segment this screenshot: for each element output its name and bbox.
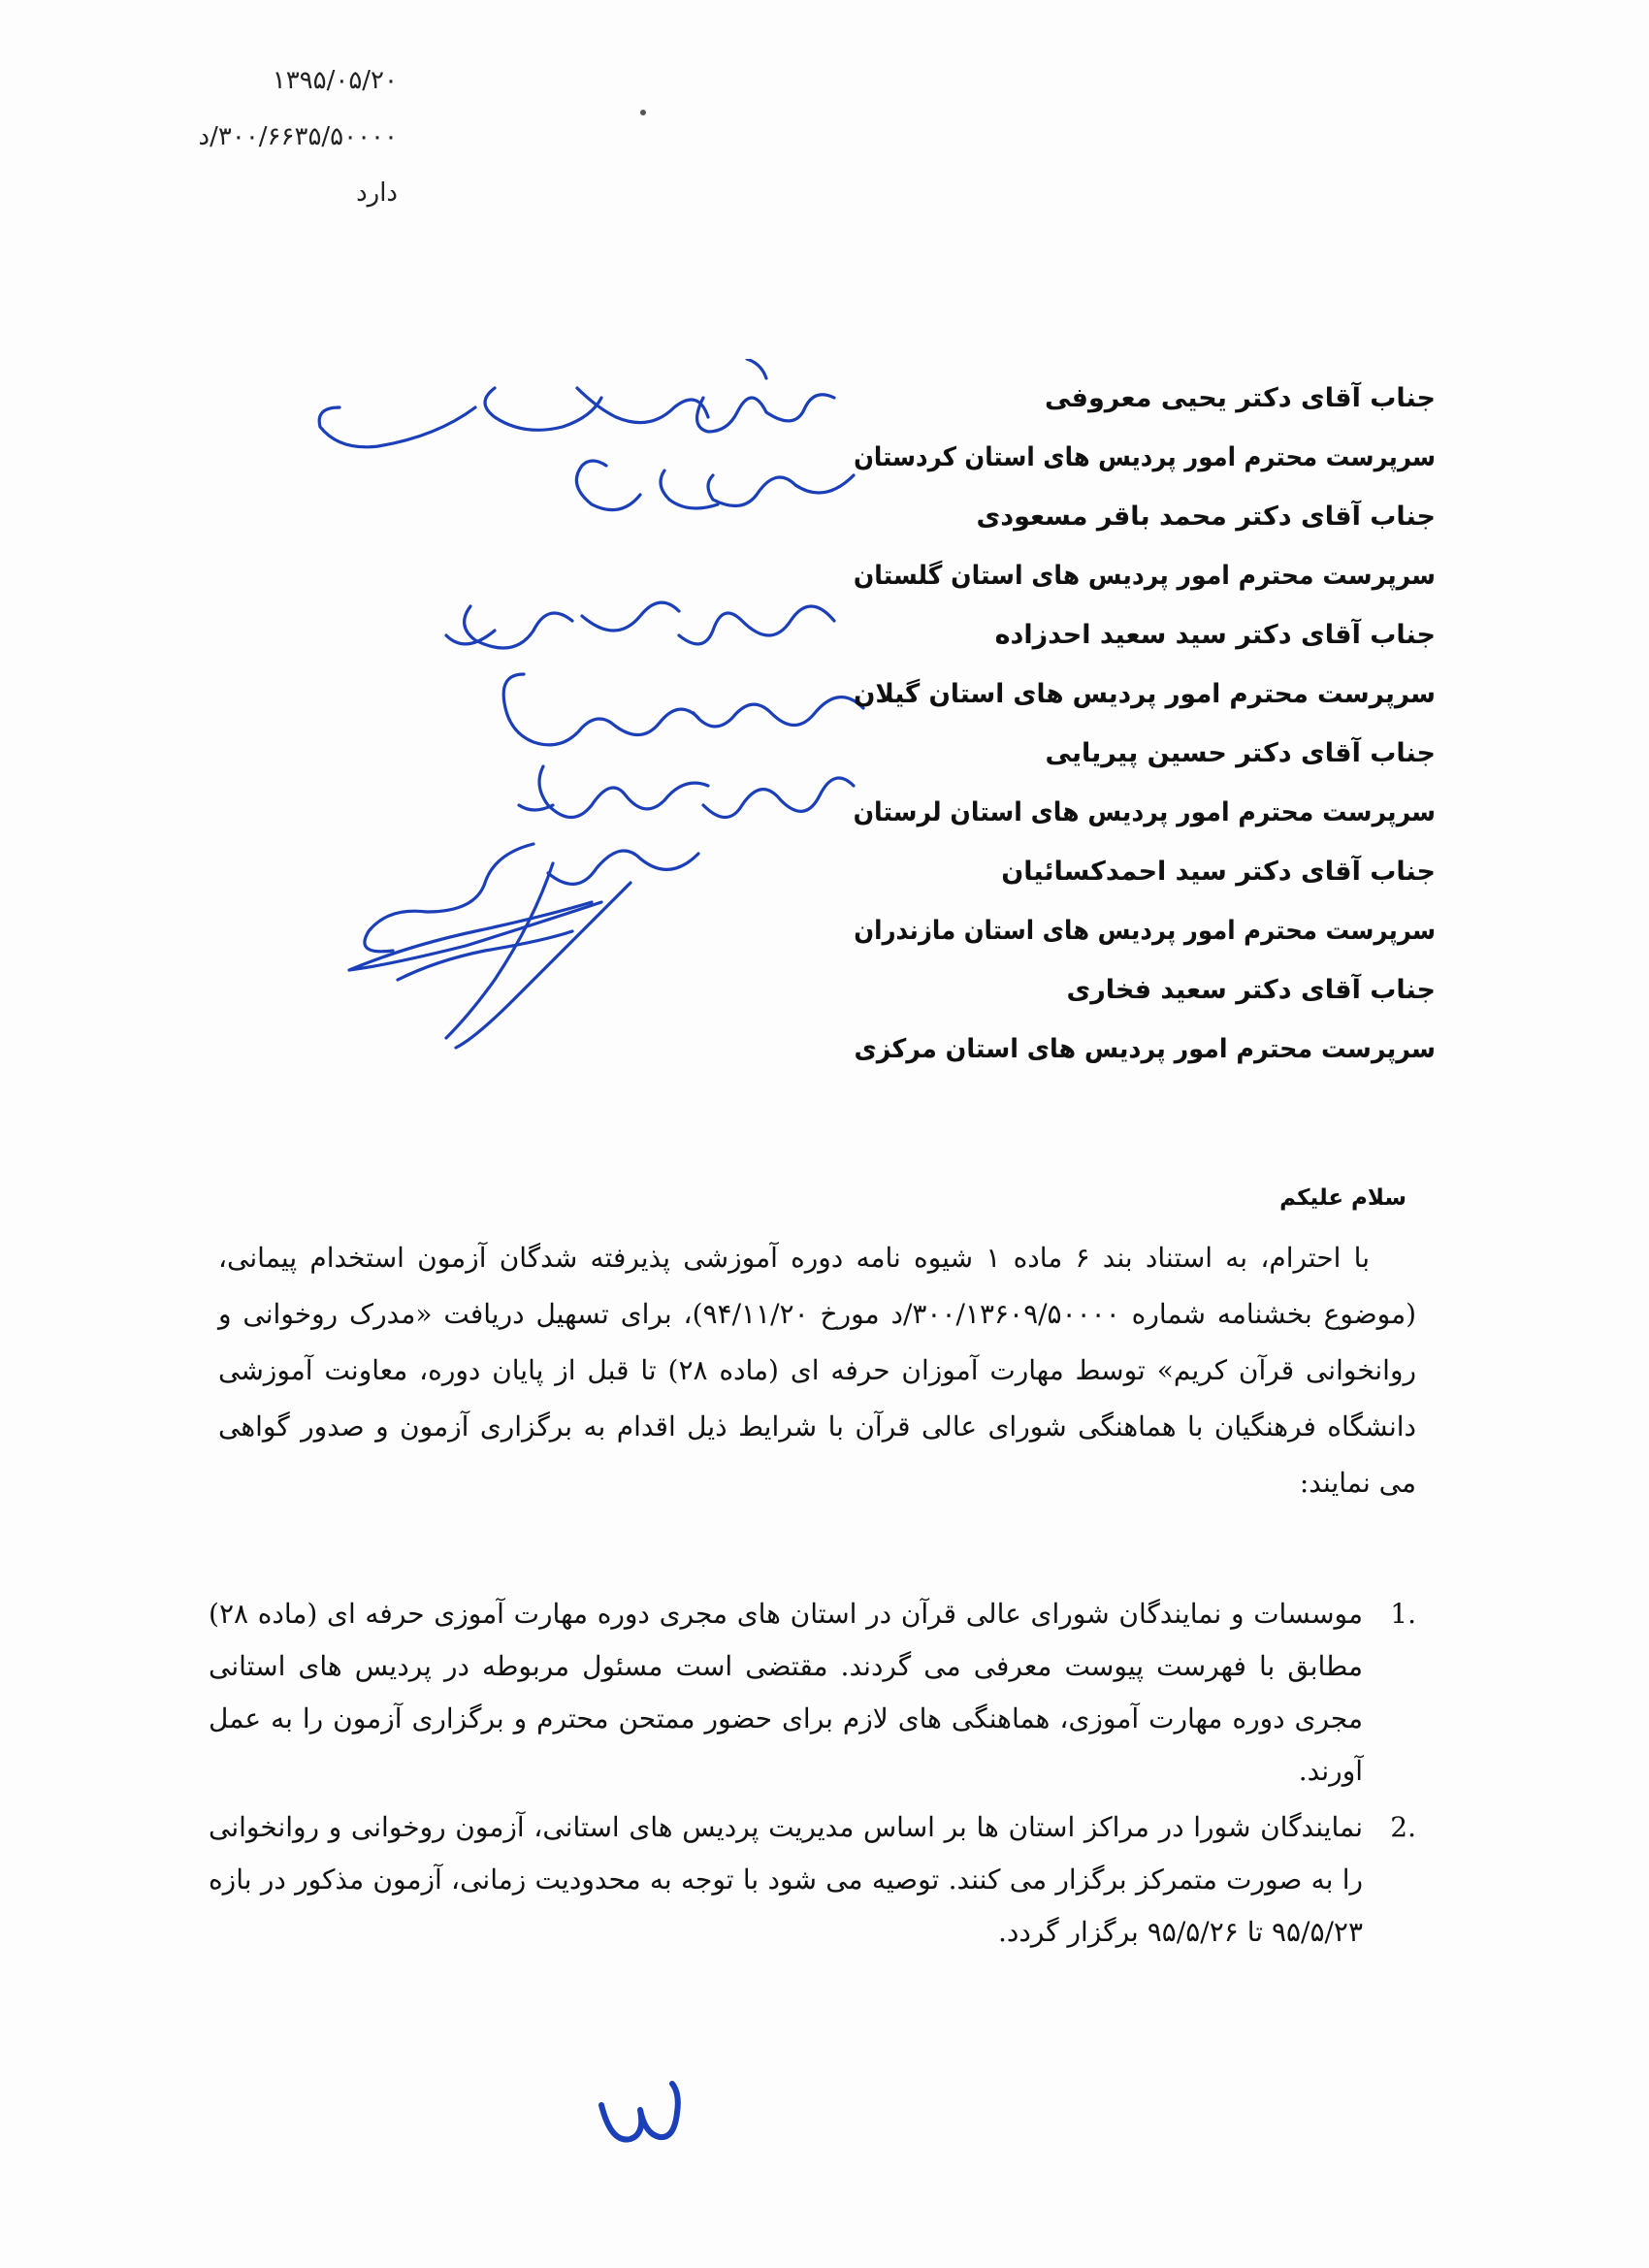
list-item <box>209 1801 1416 1959</box>
addressee-line: جناب آقای دکتر محمد باقر مسعودی <box>976 502 1436 532</box>
addressee-line: سرپرست محترم امور پردیس های استان گلستان <box>853 561 1436 591</box>
handwriting-scribble <box>310 359 892 1057</box>
scan-speck <box>640 110 646 115</box>
list-item <box>209 1588 1416 1798</box>
list-item-text: نمایندگان شورا در مراکز استان ها بر اساس مدیریت پردیس های استانی، آزمون روخوانی و روانخوانی را به صورت متمرکز برگزار می کنند. توصیه می شود با توجه به محدودیت زمانی، آزمون مذکور در بازه ۹۵/۵/۲۳ تا ۹۵/۵/۲۶ برگزار گردد. <box>209 1811 1363 1948</box>
list-item-text: موسسات و نمایندگان شورای عالی قرآن در استان های مجری دوره مهارت آموزی حرفه ای (ماده ۲۸) مطابق با فهرست پیوست معرفی می گردند. مقتضی است مسئول مربوطه در پردیس های استانی مجری دوره مهارت آموزی، هماهنگی های لازم برای حضور ممتحن محترم و برگزاری آزمون را به عمل آورند. <box>209 1598 1363 1787</box>
list-item-number: 2. <box>1390 1811 1416 1843</box>
addressee-list <box>854 369 1436 1079</box>
greeting: سلام علیکم <box>1279 1185 1406 1211</box>
body-paragraph: با احترام، به استناد بند ۶ ماده ۱ شیوه نامه دوره آموزشی پذیرفته شدگان آزمون استخدام پیمانی، (موضوع بخشنامه شماره ۳۰۰/۱۳۶۰۹/۵۰۰۰۰/د مورخ ۹۴/۱۱/۲۰)، برای تسهیل دریافت «مدرک روخوانی و روانخوانی قرآن کریم» توسط مهارت آموزان حرفه ای (ماده ۲۸) تا قبل از پایان دوره، معاونت آموزشی دانشگاه فرهنگیان با هماهنگی شورای عالی قرآن با شرایط ذیل اقدام به برگزاری آزمون و صدور گواهی می نمایند: <box>218 1242 1417 1499</box>
letter-date: ۱۳۹۵/۰۵/۲۰ <box>272 66 398 95</box>
list-item-number: 1. <box>1390 1598 1416 1630</box>
addressee-line: جناب آقای دکتر سعید فخاری <box>1066 975 1436 1005</box>
addressee-line: سرپرست محترم امور پردیس های استان لرستان <box>853 797 1436 827</box>
addressee-line: جناب آقای دکتر حسین پیریایی <box>1045 738 1436 768</box>
addressee-line: سرپرست محترم امور پردیس های استان کردستان <box>854 442 1436 472</box>
addressee-line: جناب آقای دکتر سید احمدکسائیان <box>1001 857 1436 887</box>
addressee-line: جناب آقای دکتر سید سعید احدزاده <box>994 620 1436 650</box>
letter-number: ۳۰۰/۶۶۳۵/۵۰۰۰۰/د <box>198 122 398 151</box>
page-number <box>592 2066 689 2163</box>
page-number-glyph <box>592 2066 689 2163</box>
conditions-list <box>209 1588 1416 1962</box>
addressee-line: جناب آقای دکتر یحیی معروفی <box>1044 383 1436 413</box>
handwritten-note <box>310 359 892 1057</box>
letter-attachment: دارد <box>356 178 398 208</box>
addressee-line: سرپرست محترم امور پردیس های استان گیلان <box>853 679 1436 709</box>
addressee-line: سرپرست محترم امور پردیس های استان مازندران <box>854 916 1436 946</box>
addressee-line: سرپرست محترم امور پردیس های استان مرکزی <box>854 1034 1436 1064</box>
